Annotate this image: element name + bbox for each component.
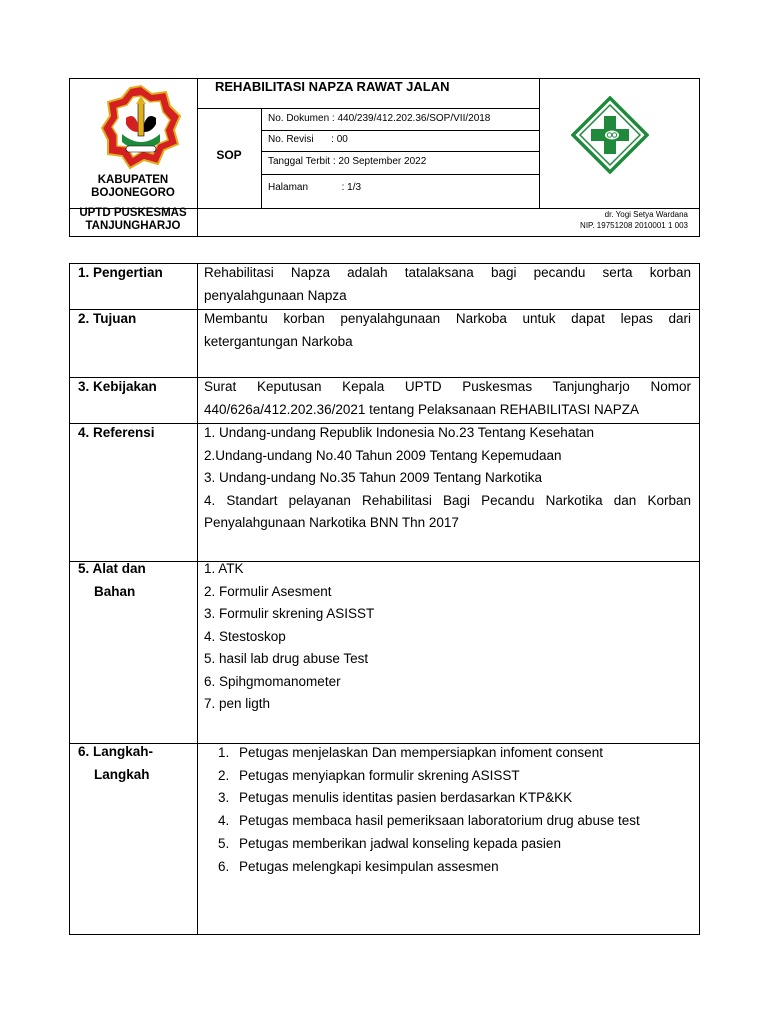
langkah-label-line1: 6. Langkah- [78, 744, 154, 759]
langkah-item: 5. Petugas memberikan jadwal konseling kepada pasien [233, 833, 692, 856]
alat-item: 6. Spihgmomanometer [204, 673, 341, 689]
langkah-item: 1. Petugas menjelaskan Dan mempersiapkan infoment consent [233, 742, 692, 765]
meta-terbit: Tanggal Terbit : 20 September 2022 [268, 156, 427, 167]
section-text-pengertian: Rehabilitasi Napza adalah tatalaksana bagi pecandu serta korban penyalahgunaan Napza [204, 265, 691, 303]
section-text-tujuan: Membantu korban penyalahgunaan Narkoba untuk dapat lepas dari ketergantungan Narkoba [204, 311, 691, 349]
meta-halaman-value: : 1/3 [341, 182, 362, 193]
section-label-langkah [78, 741, 153, 786]
alat-item: 4. Stestoskop [204, 628, 286, 644]
alat-label-line1: 5. Alat dan [78, 561, 146, 576]
langkah-item: 4. Petugas membaca hasil pemeriksaan laboratorium drug abuse test [233, 810, 692, 833]
section-list-referensi [204, 422, 691, 535]
section-list-langkah [202, 742, 692, 878]
document-title: REHABILITASI NAPZA RAWAT JALAN [215, 79, 450, 94]
section-label-kebijakan: 3. Kebijakan [78, 379, 157, 394]
referensi-item: 2.Undang-undang No.40 Tahun 2009 Tentang Kepemudaan [204, 447, 562, 463]
sop-label: SOP [216, 148, 242, 162]
unit-line1: UPTD PUSKESMAS [79, 207, 187, 219]
langkah-item: 6. Petugas melengkapi kesimpulan assesmen [233, 856, 692, 879]
org-name [70, 174, 196, 200]
meta-dokumen: No. Dokumen : 440/239/412.202.36/SOP/VII/2018 [268, 113, 491, 124]
alat-item: 7. pen ligth [204, 696, 271, 711]
alat-label-line2: Bahan [94, 583, 136, 599]
meta-halaman [268, 182, 361, 193]
org-line1: KABUPATEN [97, 174, 169, 186]
alat-item: 3. Formulir skrening ASISST [204, 606, 375, 621]
meta-revisi-label: No. Revisi [268, 134, 314, 145]
langkah-item: 3. Petugas menulis identitas pasien berdasarkan KTP&KK [233, 787, 692, 810]
referensi-item: 3. Undang-undang No.35 Tahun 2009 Tentang Narkotika [204, 470, 543, 485]
section-label-referensi: 4. Referensi [78, 425, 155, 440]
section-label-tujuan: 2. Tujuan [78, 311, 137, 326]
langkah-label-line2: Langkah [94, 766, 150, 782]
unit-name [70, 207, 196, 233]
signer-name: dr. Yogi Setya Wardana [604, 210, 688, 219]
section-label-alat [78, 558, 146, 603]
alat-item: 5. hasil lab drug abuse Test [204, 651, 369, 666]
section-label-pengertian: 1. Pengertian [78, 265, 163, 280]
alat-item: 1. ATK [204, 561, 244, 576]
meta-halaman-label: Halaman [268, 182, 309, 193]
langkah-item: 2. Petugas menyiapkan formulir skrening ASISST [233, 765, 692, 788]
meta-revisi [268, 134, 348, 145]
unit-line2: TANJUNGHARJO [85, 220, 181, 232]
referensi-item: 4. Standart pelayanan Rehabilitasi Bagi Pecandu Narkotika dan Korban Penyalahgunaan Narkotika BNN Thn 2017 [204, 492, 691, 530]
referensi-item: 1. Undang-undang Republik Indonesia No.23 Tentang Kesehatan [204, 425, 595, 440]
signer-block [540, 209, 688, 231]
section-list-alat [204, 558, 691, 716]
signer-nip: NIP. 19751208 2010001 1 003 [580, 221, 688, 230]
bojonegoro-seal-icon [100, 84, 182, 172]
org-line2: BOJONEGORO [91, 187, 175, 199]
puskesmas-cross-icon [571, 96, 649, 174]
meta-revisi-value: : 00 [331, 134, 348, 145]
alat-item: 2. Formulir Asesment [204, 583, 332, 599]
section-text-kebijakan: Surat Keputusan Kepala UPTD Puskesmas Tanjungharjo Nomor 440/626a/412.202.36/2021 tentang Pelaksanaan REHABILITASI NAPZA [204, 379, 691, 417]
